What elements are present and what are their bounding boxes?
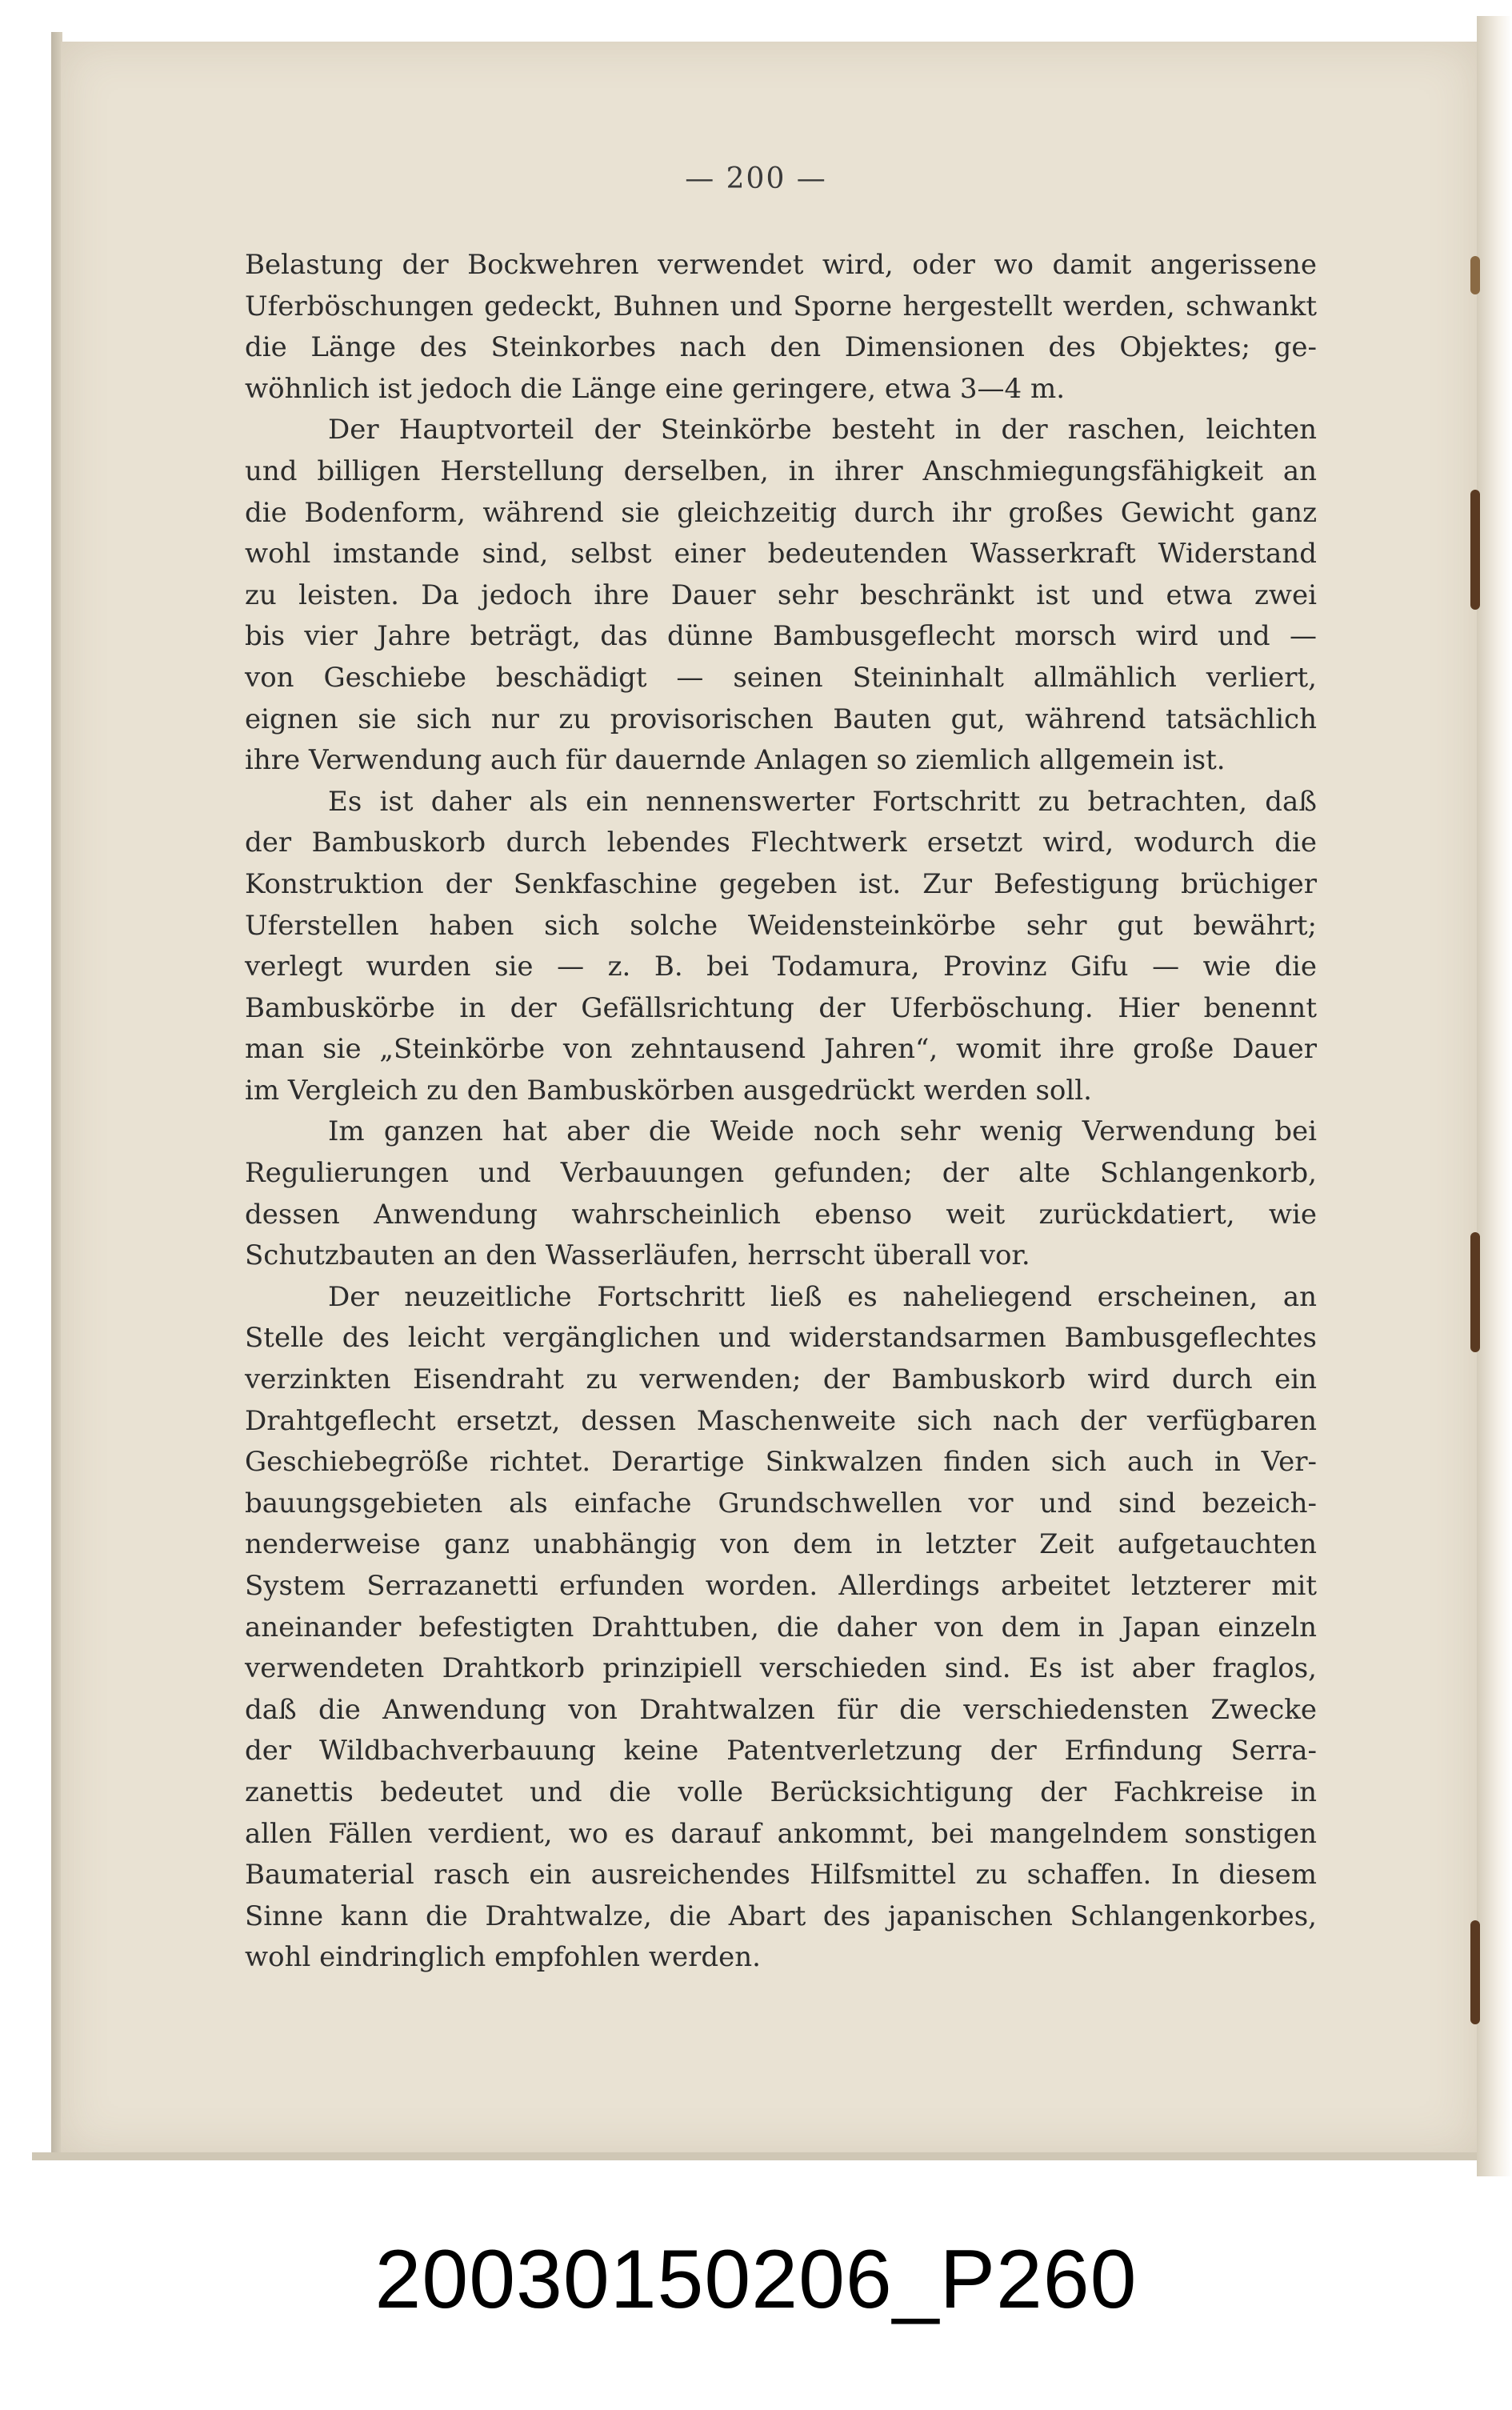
- text-line: der Wildbachverbauung keine Patentverletzung der Erfindung Serra-: [245, 1735, 1317, 1767]
- text-line: Sinne kann die Drahtwalze, die Abart des japanischen Schlangenkorbes,: [245, 1900, 1317, 1932]
- text-line: im Vergleich zu den Bambuskörben ausgedrückt werden soll.: [245, 1074, 1092, 1107]
- text-line: von Geschiebe beschädigt — seinen Steininhalt allmählich verliert,: [245, 661, 1317, 694]
- page-bottom-edge: [32, 2152, 1480, 2160]
- text-line: allen Fällen verdient, wo es darauf ankommt, bei mangelndem sonstigen: [245, 1817, 1317, 1850]
- text-line: Es ist daher als ein nennenswerter Fortschritt zu betrachten, daß: [328, 785, 1317, 818]
- text-line: zu leisten. Da jedoch ihre Dauer sehr beschränkt ist und etwa zwei: [245, 578, 1317, 611]
- text-line: wohl imstande sind, selbst einer bedeutenden Wasserkraft Widerstand: [245, 538, 1317, 570]
- text-line: verzinkten Eisendraht zu verwenden; der Bambuskorb wird durch ein: [245, 1363, 1317, 1396]
- text-line: die Bodenform, während sie gleichzeitig durch ihr großes Gewicht ganz: [245, 496, 1317, 529]
- text-line: Der neuzeitliche Fortschritt ließ es naheliegend erscheinen, an: [328, 1280, 1317, 1313]
- text-line: verwendeten Drahtkorb prinzipiell verschieden sind. Es ist aber fraglos,: [245, 1652, 1317, 1685]
- binding-staple: [1470, 1920, 1480, 2024]
- text-line: Konstruktion der Senkfaschine gegeben ist. Zur Befestigung brüchiger: [245, 867, 1317, 900]
- text-line: Im ganzen hat aber die Weide noch sehr wenig Verwendung bei: [328, 1115, 1317, 1148]
- text-line: dessen Anwendung wahrscheinlich ebenso weit zurückdatiert, wie: [245, 1198, 1317, 1231]
- text-line: Regulierungen und Verbauungen gefunden; der alte Schlangenkorb,: [245, 1157, 1317, 1190]
- text-line: bis vier Jahre beträgt, das dünne Bambusgeflecht morsch wird und —: [245, 620, 1317, 653]
- text-line: Geschiebegröße richtet. Derartige Sinkwalzen finden sich auch in Ver-: [245, 1446, 1317, 1479]
- text-line: ihre Verwendung auch für dauernde Anlagen so ziemlich allgemein ist.: [245, 744, 1226, 777]
- page-number: — 200 —: [685, 162, 827, 195]
- text-line: bauungsgebieten als einfache Grundschwellen vor und sind bezeich-: [245, 1487, 1317, 1519]
- scan-caption: 20030150206_P260: [374, 2233, 1138, 2326]
- text-line: System Serrazanetti erfunden worden. Allerdings arbeitet letzterer mit: [245, 1570, 1317, 1602]
- book-binding: [1477, 16, 1512, 2176]
- text-line: der Bambuskorb durch lebendes Flechtwerk ersetzt wird, wodurch die: [245, 827, 1317, 859]
- text-line: Schutzbauten an den Wasserläufen, herrscht überall vor.: [245, 1239, 1030, 1272]
- text-line: Drahtgeflecht ersetzt, dessen Maschenweite sich nach der verfügbaren: [245, 1404, 1317, 1437]
- text-line: aneinander befestigten Drahttuben, die daher von dem in Japan einzeln: [245, 1611, 1317, 1643]
- text-line: eignen sie sich nur zu provisorischen Bauten gut, während tatsächlich: [245, 703, 1317, 735]
- text-line: die Länge des Steinkorbes nach den Dimensionen des Objektes; ge-: [245, 331, 1317, 364]
- binding-staple: [1470, 1232, 1480, 1352]
- text-line: Belastung der Bockwehren verwendet wird, oder wo damit angerissene: [245, 249, 1317, 281]
- text-line: wohl eindringlich empfohlen werden.: [245, 1941, 761, 1974]
- text-line: daß die Anwendung von Drahtwalzen für die verschiedensten Zwecke: [245, 1693, 1317, 1726]
- text-line: wöhnlich ist jedoch die Länge eine geringere, etwa 3—4 m.: [245, 372, 1065, 405]
- text-line: Der Hauptvorteil der Steinkörbe besteht in der raschen, leichten: [328, 414, 1317, 446]
- text-line: man sie „Steinkörbe von zehntausend Jahren“, womit ihre große Dauer: [245, 1033, 1317, 1066]
- text-line: nenderweise ganz unabhängig von dem in letzter Zeit aufgetauchten: [245, 1528, 1317, 1561]
- text-line: und billigen Herstellung derselben, in ihrer Anschmiegungsfähigkeit an: [245, 454, 1317, 487]
- text-line: Bambuskörbe in der Gefällsrichtung der Uferböschung. Hier benennt: [245, 991, 1317, 1024]
- text-line: Baumaterial rasch ein ausreichendes Hilfsmittel zu schaffen. In diesem: [245, 1859, 1317, 1892]
- text-line: Stelle des leicht vergänglichen und widerstandsarmen Bambusgeflechtes: [245, 1322, 1317, 1355]
- text-line: verlegt wurden sie — z. B. bei Todamura, Provinz Gifu — wie die: [245, 951, 1317, 983]
- text-line: Uferstellen haben sich solche Weidensteinkörbe sehr gut bewährt;: [245, 909, 1317, 942]
- text-line: Uferböschungen gedeckt, Buhnen und Sporne hergestellt werden, schwankt: [245, 290, 1317, 322]
- binding-staple: [1470, 256, 1480, 294]
- text-line: zanettis bedeutet und die volle Berücksichtigung der Fachkreise in: [245, 1775, 1317, 1808]
- binding-staple: [1470, 490, 1480, 610]
- body-text: [245, 245, 1317, 1979]
